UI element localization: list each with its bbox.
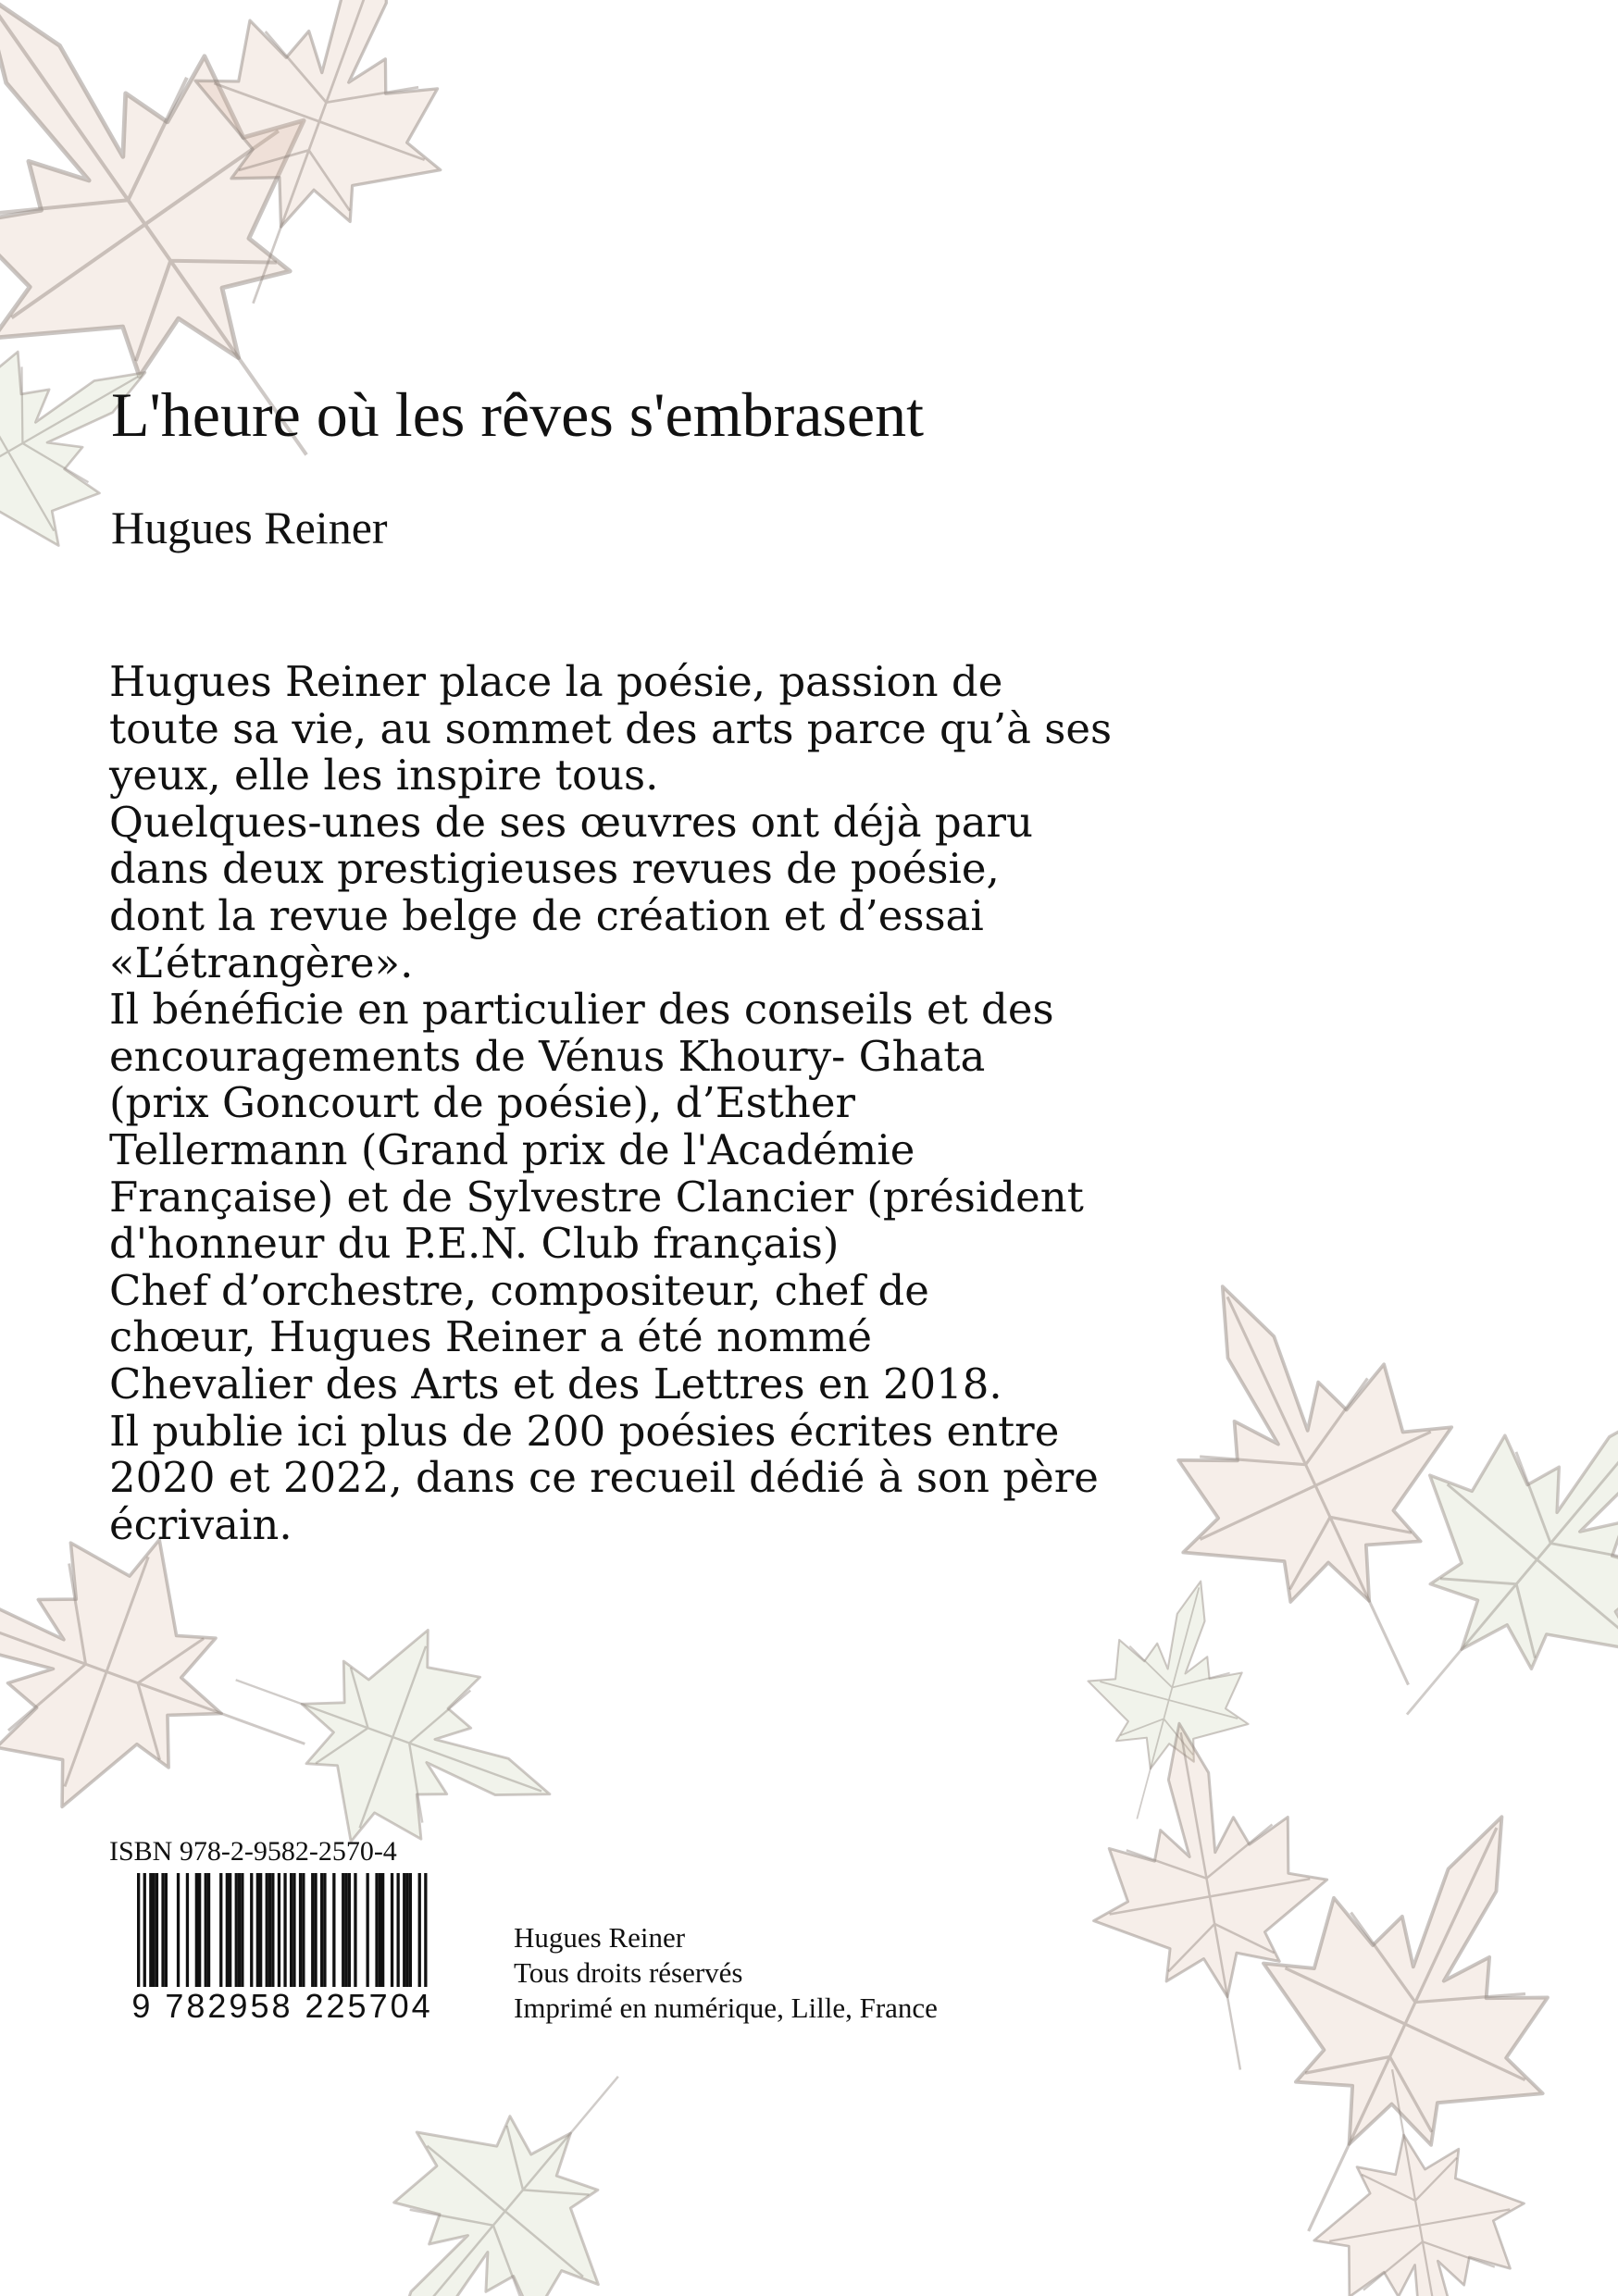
- barcode-bar: [156, 1873, 158, 1992]
- barcode-bar: [381, 1873, 384, 1992]
- barcode-bar: [266, 1873, 268, 1992]
- barcode-bar: [219, 1873, 222, 1992]
- barcode-bar: [241, 1873, 243, 1992]
- barcode-bar: [332, 1873, 335, 1992]
- bio-line: «L’étrangère».: [109, 937, 414, 987]
- isbn-label: ISBN 978-2-9582-2570-4: [109, 1836, 397, 1867]
- barcode-bar: [198, 1873, 201, 1992]
- barcode-bar: [391, 1873, 393, 1992]
- barcode-bar: [405, 1873, 408, 1992]
- bio-line: Française) et de Sylvestre Clancier (président: [109, 1172, 1084, 1222]
- barcode-bar: [354, 1873, 356, 1992]
- barcode-bar: [348, 1873, 351, 1992]
- barcode-bar: [379, 1873, 381, 1992]
- barcode-bar: [314, 1873, 317, 1992]
- bio-line: (prix Goncourt de poésie), d’Esther: [109, 1078, 855, 1128]
- bio-line: encouragements de Vénus Khoury- Ghata: [109, 1031, 986, 1081]
- barcode-bar: [161, 1873, 164, 1992]
- bio-line: dont la revue belge de création et d’essai: [109, 890, 984, 940]
- bio-line: chœur, Hugues Reiner a été nommé: [109, 1312, 873, 1362]
- barcode-bar: [165, 1873, 168, 1992]
- barcode-bar: [268, 1873, 271, 1992]
- barcode-bar: [177, 1873, 180, 1992]
- barcode-bar: [342, 1873, 344, 1992]
- barcode-bar: [235, 1873, 238, 1992]
- barcode-bar: [299, 1873, 302, 1992]
- barcode-digits: 9 782958 225704: [131, 1987, 433, 2025]
- barcode-bar: [302, 1873, 305, 1992]
- barcode: [109, 1873, 455, 2026]
- barcode-bar: [259, 1873, 262, 1992]
- bio-line: toute sa vie, au sommet des arts parce qu’à ses: [109, 703, 1113, 753]
- bio-line: Chevalier des Arts et des Lettres en 2018.: [109, 1359, 1002, 1409]
- imprint-line: Tous droits réservés: [514, 1956, 743, 1989]
- barcode-bar: [290, 1873, 292, 1992]
- barcode-bar: [344, 1873, 347, 1992]
- barcode-bar: [186, 1873, 189, 1992]
- bio-line: écrivain.: [109, 1499, 292, 1549]
- bio-line: Hugues Reiner place la poésie, passion de: [109, 657, 1003, 706]
- barcode-bar: [238, 1873, 241, 1992]
- barcode-bar: [153, 1873, 156, 1992]
- barcode-bar: [271, 1873, 274, 1992]
- barcode-bar: [149, 1873, 152, 1992]
- barcode-bar: [229, 1873, 231, 1992]
- bio-line: 2020 et 2022, dans ce recueil dédié à son père: [109, 1453, 1099, 1503]
- barcode-bar: [311, 1873, 314, 1992]
- bio-line: Chef d’orchestre, compositeur, chef de: [109, 1265, 929, 1315]
- book-title: L'heure où les rêves s'embrasent: [111, 379, 924, 450]
- bio-line: Il bénéficie en particulier des conseils et des: [109, 985, 1054, 1035]
- barcode-bar: [292, 1873, 295, 1992]
- barcode-bar: [205, 1873, 207, 1992]
- barcode-bar: [397, 1873, 400, 1992]
- bio-line: yeux, elle les inspire tous.: [109, 751, 659, 800]
- bio-line: Il publie ici plus de 200 poésies écrites entre: [109, 1406, 1060, 1456]
- barcode-bar: [250, 1873, 253, 1992]
- barcode-bar: [367, 1873, 369, 1992]
- barcode-bar: [256, 1873, 259, 1992]
- barcode-bar: [195, 1873, 198, 1992]
- barcode-bar: [375, 1873, 378, 1992]
- barcode-bar: [323, 1873, 326, 1992]
- bio-line: dans deux prestigieuses revues de poésie,: [109, 844, 1000, 894]
- barcode-bar: [409, 1873, 412, 1992]
- imprint-line: Imprimé en numérique, Lille, France: [514, 1992, 938, 2024]
- bio-line: Quelques-unes de ses œuvres ont déjà paru: [109, 797, 1034, 847]
- book-author: Hugues Reiner: [111, 502, 388, 553]
- author-biography: [109, 659, 1276, 1548]
- barcode-bar: [320, 1873, 323, 1992]
- imprint-block: [514, 1920, 938, 2026]
- barcode-bar: [226, 1873, 229, 1992]
- bio-line: d'honneur du P.E.N. Club français): [109, 1219, 840, 1269]
- bio-line: Tellermann (Grand prix de l'Académie: [109, 1124, 915, 1174]
- barcode-bar: [403, 1873, 405, 1992]
- barcode-bar: [207, 1873, 210, 1992]
- imprint-line: Hugues Reiner: [514, 1921, 686, 1954]
